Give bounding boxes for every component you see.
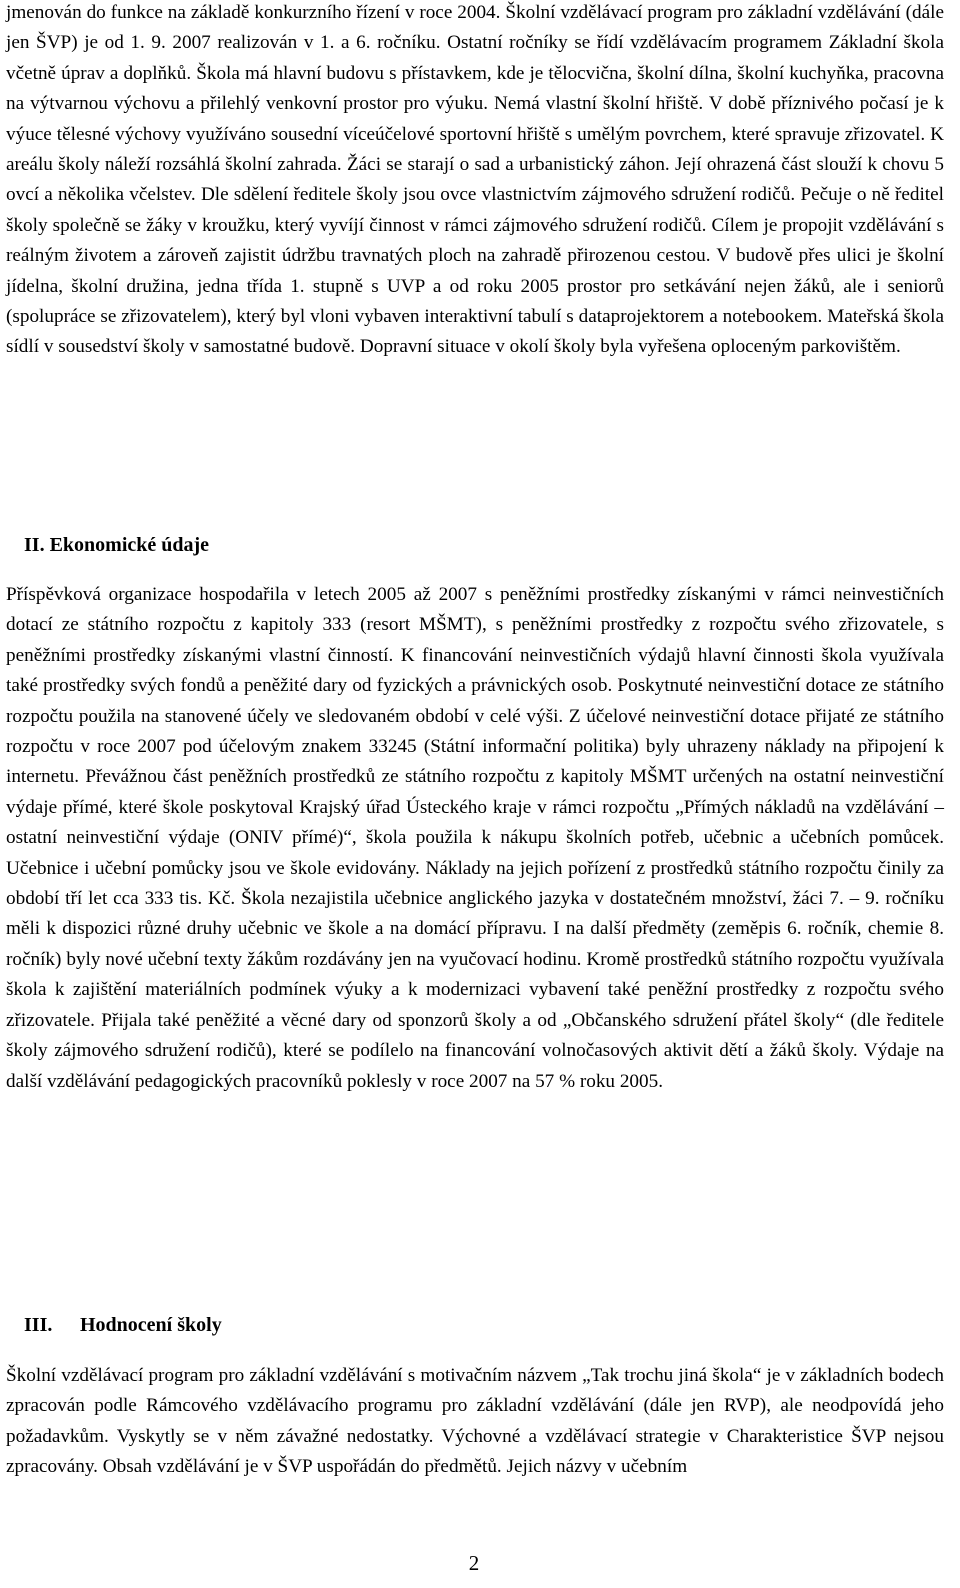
evaluation-section bbox=[6, 1361, 944, 1483]
section-ii-heading bbox=[24, 530, 209, 560]
economic-section bbox=[6, 580, 944, 1097]
section-iii-heading bbox=[24, 1310, 222, 1340]
section-ii-number: II. bbox=[24, 534, 45, 556]
intro-section bbox=[6, 0, 944, 363]
intro-paragraph: jmenován do funkce na základě konkurzního řízení v roce 2004. Školní vzdělávací program pro základní vzdělávání (dále jen ŠVP) je od 1. 9. 2007 realizován v 1. a 6. ročníku. Ostatní ročníky se řídí vzdělávacím programem Základní škola včetně úprav a doplňků. Škola má hlavní budovu s přístavkem, kde je tělocvična, školní dílna, školní kuchyňka, pracovna na výtvarnou výchovu a přilehlý venkovní prostor pro výuku. Nemá vlastní školní hřiště. V době příznivého počasí je k výuce tělesné výchovy využíváno sousední víceúčelové sportovní hřiště s umělým povrchem, které spravuje zřizovatel. K areálu školy náleží rozsáhlá školní zahrada. Žáci se starají o sad a urbanistický záhon. Její ohrazená část slouží k chovu 5 ovcí a několika včelstev. Dle sdělení ředitele školy jsou ovce vlastnictvím zájmového sdružení rodičů. Pečuje o ně ředitel školy společně se žáky v kroužku, který vyvíjí činnost v rámci zájmového sdružení rodičů. Cílem je propojit vzdělávání s reálným životem a zároveň zajistit údržbu travnatých ploch na zahradě přirozenou cestou. V budově přes ulici je školní jídelna, školní družina, jedna třída 1. stupně s UVP a od roku 2005 prostor pro setkávání nejen žáků, ale i seniorů (spolupráce se zřizovatelem), který byl vloni vybaven interaktivní tabulí s dataprojektorem a notebookem. Mateřská škola sídlí v sousedství školy v samostatné budově. Dopravní situace v okolí školy byla vyřešena oploceným parkovištěm. bbox=[6, 2, 944, 358]
economic-paragraph: Příspěvková organizace hospodařila v letech 2005 až 2007 s peněžními prostředky získanými v rámci neinvestičních dotací ze státního rozpočtu z kapitoly 333 (resort MŠMT), s peněžními prostředky z rozpočtu svého zřizovatele, s peněžními prostředky získanými vlastní činností. K financování neinvestičních výdajů hlavní činnosti škola využívala také prostředky svých fondů a peněžité dary od fyzických a právnických osob. Poskytnuté neinvestiční dotace ze státního rozpočtu použila na stanovené účely ve sledovaném období v celé výši. Z účelové neinvestiční dotace přijaté ze státního rozpočtu v roce 2007 pod účelovým znakem 33245 (Státní informační politika) byly uhrazeny náklady na připojení k internetu. Převážnou část peněžních prostředků ze státního rozpočtu z kapitoly MŠMT určených na ostatní neinvestiční výdaje přímé, které škole poskytoval Krajský úřad Ústeckého kraje v rámci rozpočtu „Přímých nákladů na vzdělávání – ostatní neinvestiční výdaje (ONIV přímé)“, škola použila k nákupu školních potřeb, učebnic a učebních pomůcek. Učebnice i učební pomůcky jsou ve škole evidovány. Náklady na jejich pořízení z prostředků státního rozpočtu činily za období tří let cca 333 tis. Kč. Škola nezajistila učebnice anglického jazyka v dostatečném množství, žáci 7. – 9. ročníku měli k dispozici různé druhy učebnic ve škole a na domácí přípravu. I na další předměty (zeměpis 6. ročník, chemie 8. ročník) byly nové učební texty žákům rozdávány jen na vyučovací hodinu. Kromě prostředků státního rozpočtu využívala škola k zajištění materiálních podmínek výuky a k modernizaci vybavení také peněžní prostředky z rozpočtu svého zřizovatele. Přijala také peněžité a věcné dary od sponzorů školy a od „Občanského sdružení přátel školy“ (dle ředitele školy zájmového sdružení rodičů), které se podílelo na financování volnočasových aktivit dětí a žáků školy. Výdaje na další vzdělávání pedagogických pracovníků poklesly v roce 2007 na 57 % roku 2005. bbox=[6, 584, 944, 1092]
page-number: 2 bbox=[468, 1551, 480, 1575]
section-ii-title: Ekonomické údaje bbox=[49, 534, 210, 556]
section-iii-number: III. bbox=[24, 1314, 53, 1336]
section-iii-title: Hodnocení školy bbox=[80, 1314, 222, 1336]
evaluation-paragraph: Školní vzdělávací program pro základní vzdělávání s motivačním názvem „Tak trochu jiná škola“ je v základních bodech zpracován podle Rámcového vzdělávacího programu pro základní vzdělávání (dále jen RVP), ale neodpovídá jeho požadavkům. Vyskytly se v něm závažné nedostatky. Výchovné a vzdělávací strategie v Charakteristice ŠVP nejsou zpracovány. Obsah vzdělávání je v ŠVP uspořádán do předmětů. Jejich názvy v učebním bbox=[6, 1365, 944, 1478]
